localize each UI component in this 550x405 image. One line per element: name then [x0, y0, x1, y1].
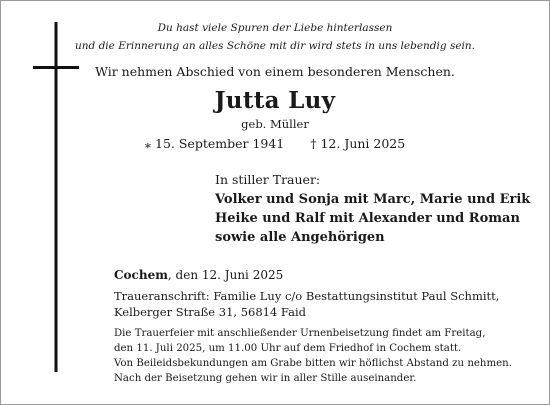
mourner-line: Heike und Ralf mit Alexander und Roman [215, 211, 520, 226]
funeral-notice [114, 326, 512, 386]
poem-line: Du hast viele Spuren der Liebe hinterlassen [157, 22, 393, 34]
birth-date: 15. September 1941 [155, 136, 285, 151]
address-line: Kelberger Straße 31, 56814 Faid [114, 305, 307, 319]
notice-line: Die Trauerfeier mit anschließender Urnenbeisetzung findet am Freitag, [114, 328, 486, 339]
notice-line: den 11. Juli 2025, um 11.00 Uhr auf dem Friedhof in Cochem statt. [114, 343, 462, 354]
death-dagger-icon: † [310, 136, 317, 151]
memorial-poem [0, 19, 550, 55]
mourner-line: sowie alle Angehörigen [215, 230, 385, 245]
farewell-intro: Wir nehmen Abschied von einem besonderen Menschen. [95, 64, 455, 79]
place-and-date [114, 267, 283, 283]
poem-line: und die Erinnerung an alles Schöne mit dir wird stets in uns lebendig sein. [74, 40, 476, 52]
notice-line: Nach der Beisetzung gehen wir in aller Stille auseinander. [114, 373, 417, 384]
birth-star-icon: ⁎ [144, 136, 152, 151]
mourner-line: Volker und Sonja mit Marc, Marie und Erik [215, 192, 531, 207]
mourners-list [215, 190, 530, 247]
maiden-name: geb. Müller [241, 117, 309, 131]
address-line: Traueranschrift: Familie Luy c/o Bestattungsinstitut Paul Schmitt, [114, 289, 500, 303]
mourners-intro: In stiller Trauer: [215, 172, 321, 187]
notice-date: , den 12. Juni 2025 [167, 268, 284, 282]
place-name: Cochem [114, 268, 168, 282]
life-dates [0, 136, 550, 152]
death-date: 12. Juni 2025 [320, 136, 406, 151]
mourning-address [114, 288, 499, 320]
deceased-name: Jutta Luy [214, 87, 336, 114]
notice-line: Von Beileidsbekundungen am Grabe bitten wir höflichst Abstand zu nehmen. [114, 358, 512, 369]
